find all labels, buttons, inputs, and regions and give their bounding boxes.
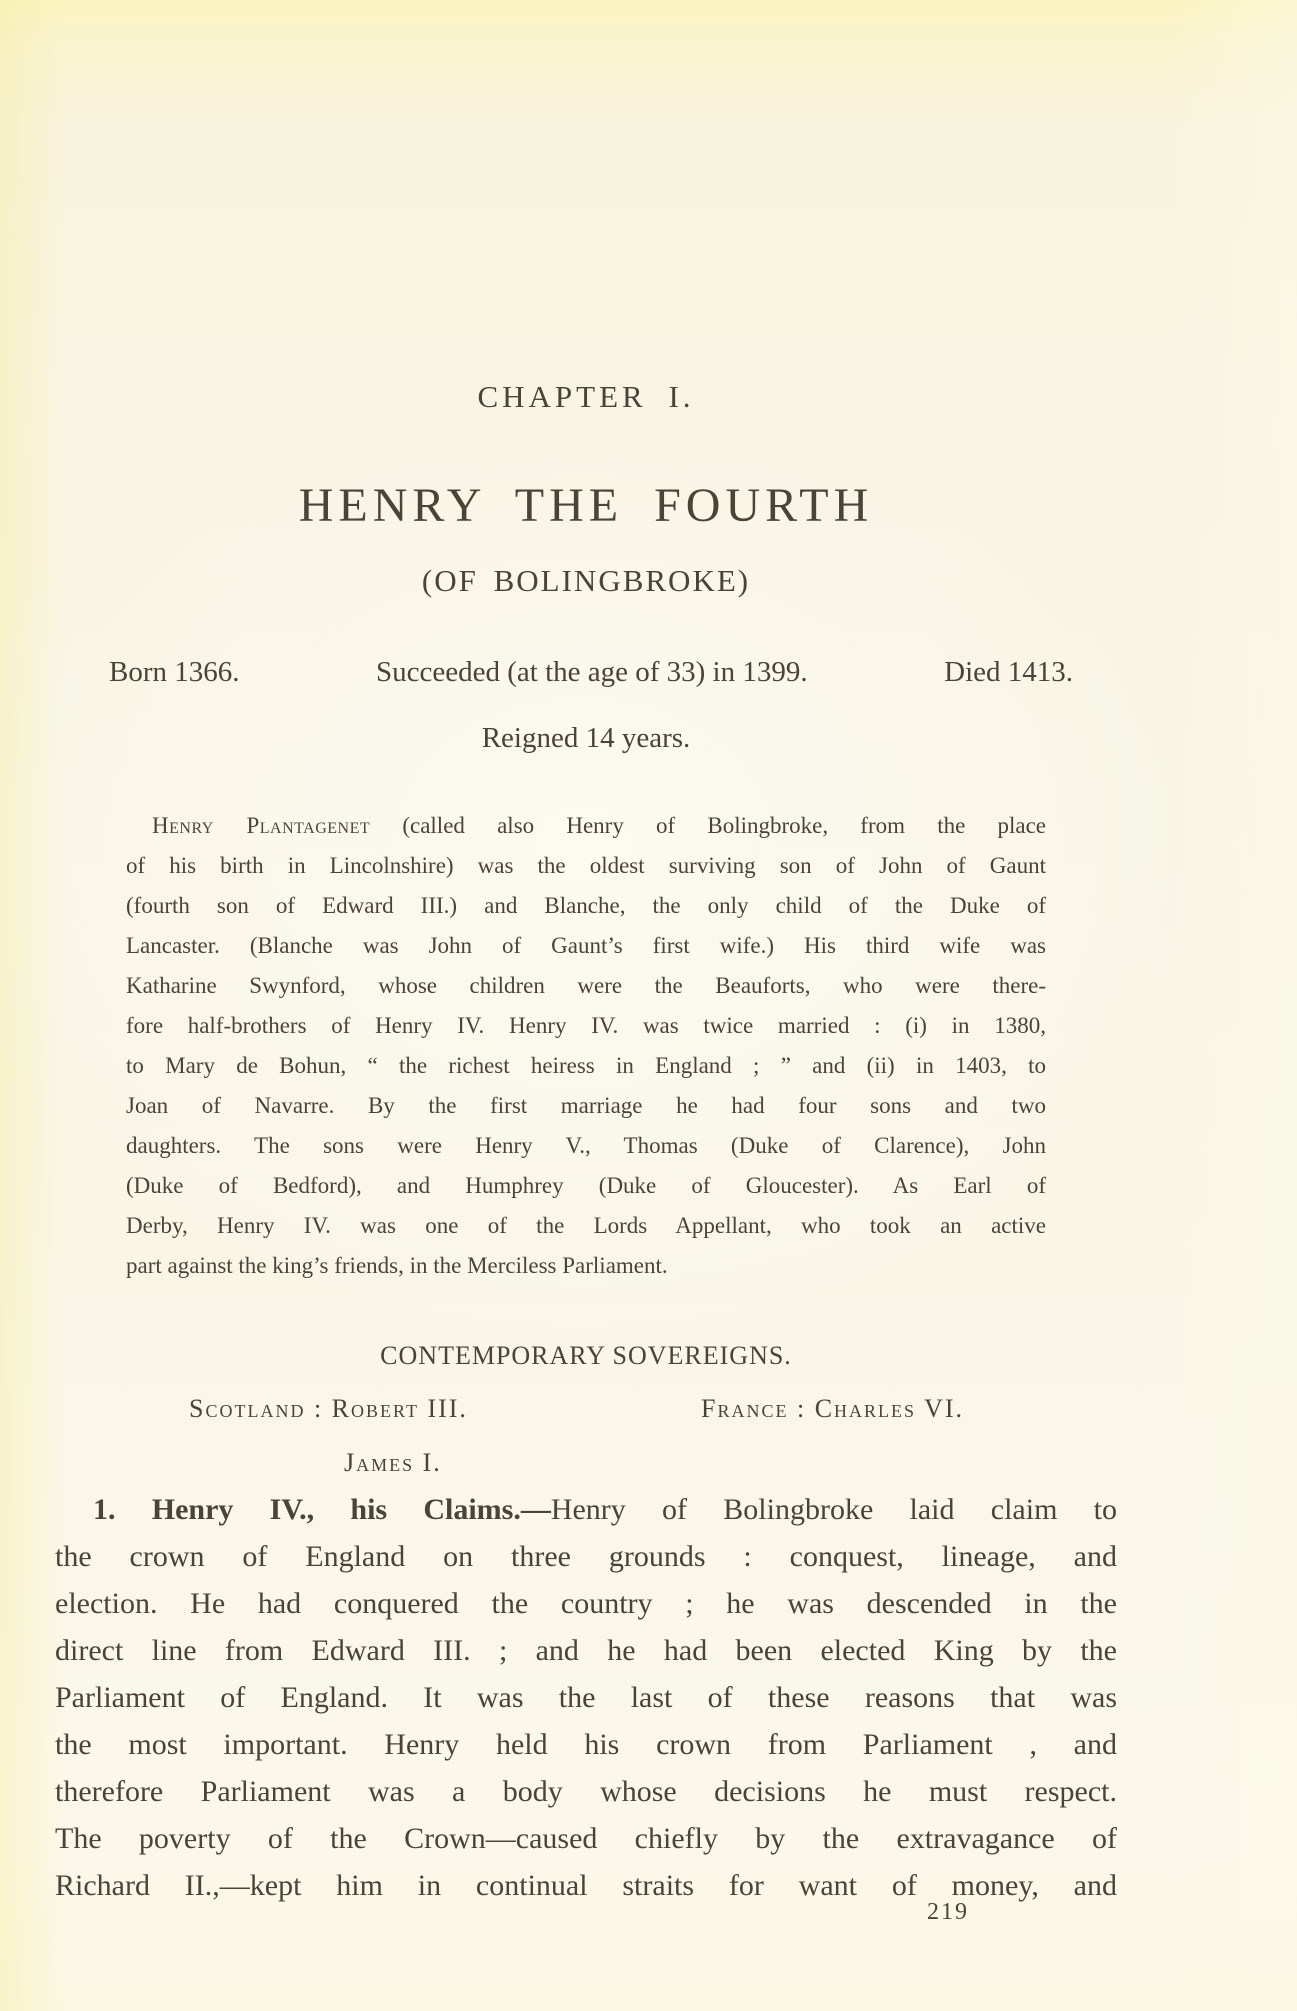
sovereign-scotland: Scotland : Robert III. [189, 1394, 468, 1423]
biography-paragraph [126, 806, 1046, 1286]
small-caps-name: Henry Plantagenet [152, 813, 371, 838]
text-column [55, 0, 1117, 2011]
text-line: daughters. The sons were Henry V., Thomas (Duke of Clarence), John [126, 1133, 1046, 1158]
contemporary-sovereigns-heading: CONTEMPORARY SOVEREIGNS. [380, 1341, 792, 1370]
text-line: Parliament of England. It was the last of these reasons that was [55, 1681, 1117, 1714]
text-line: the crown of England on three grounds : conquest, lineage, and [55, 1540, 1117, 1573]
text-line: Lancaster. (Blanche was John of Gaunt’s first wife.) His third wife was [126, 933, 1046, 958]
section-lead-bold: 1. Henry IV., his Claims.— [93, 1493, 551, 1526]
text-line: of his birth in Lincolnshire) was the oldest surviving son of John of Gaunt [126, 853, 1046, 878]
text-line: Richard II.,—kept him in continual straits for want of money, and [55, 1869, 1117, 1902]
reign-length-line: Reigned 14 years. [481, 722, 691, 754]
page-number: 219 [927, 1899, 969, 1925]
text-line: 1. Henry IV., his Claims.—Henry of Bolingbroke laid claim to [93, 1493, 1117, 1526]
sovereign-france: France : Charles VI. [701, 1394, 964, 1423]
text-line: (Duke of Bedford), and Humphrey (Duke of Gloucester). As Earl of [126, 1173, 1046, 1198]
chapter-heading: CHAPTER I. [477, 379, 695, 414]
text-line: to Mary de Bohun, “ the richest heiress in England ; ” and (ii) in 1403, to [126, 1053, 1046, 1078]
text-line: election. He had conquered the country ; he was descended in the [55, 1587, 1117, 1620]
text-line: Katharine Swynford, whose children were the Beauforts, who were there- [126, 973, 1046, 998]
text-line: Derby, Henry IV. was one of the Lords Appellant, who took an active [126, 1213, 1046, 1238]
claims-paragraph [55, 1486, 1117, 1909]
text-line: direct line from Edward III. ; and he had been elected King by the [55, 1634, 1117, 1667]
text-line: therefore Parliament was a body whose decisions he must respect. [55, 1775, 1117, 1808]
vitals-line [55, 656, 1117, 689]
died-date: Died 1413. [944, 656, 1073, 688]
page-title: HENRY THE FOURTH [298, 479, 874, 532]
text-line: (fourth son of Edward III.) and Blanche, the only child of the Duke of [126, 893, 1046, 918]
text-line: fore half-brothers of Henry IV. Henry IV. was twice married : (i) in 1380, [126, 1013, 1046, 1038]
text-line: the most important. Henry held his crown from Parliament , and [55, 1728, 1117, 1761]
succeeded-date: Succeeded (at the age of 33) in 1399. [376, 656, 808, 688]
text-line: part against the king’s friends, in the Merciless Parliament. [126, 1253, 668, 1278]
text-line: The poverty of the Crown—caused chiefly by the extravagance of [55, 1822, 1117, 1855]
text-line: Joan of Navarre. By the first marriage he had four sons and two [126, 1093, 1046, 1118]
page-subtitle: (OF BOLINGBROKE) [421, 563, 751, 598]
sovereign-james: James I. [344, 1448, 442, 1477]
born-date: Born 1366. [109, 656, 240, 688]
text-line: Henry Plantagenet (called also Henry of Bolingbroke, from the place [152, 813, 1047, 838]
